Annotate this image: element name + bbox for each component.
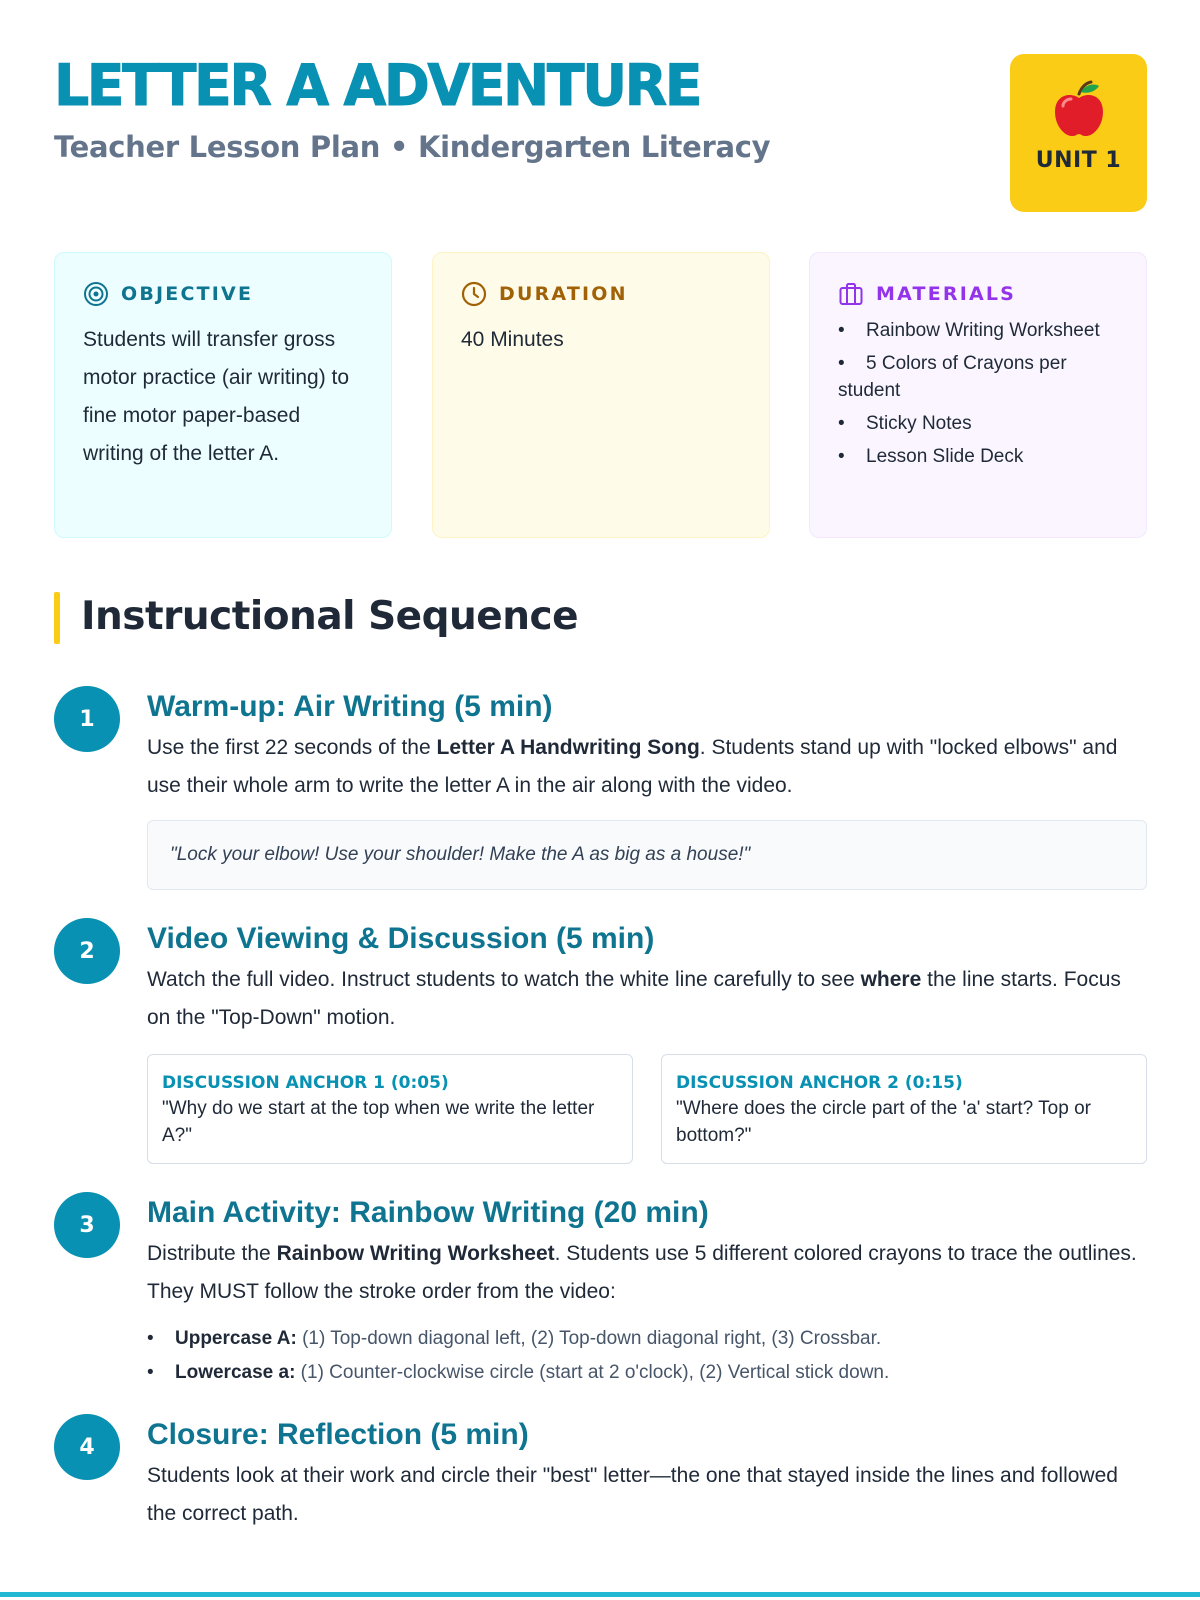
briefcase-icon [838,281,864,307]
step-2-title: Video Viewing & Discussion (5 min) [147,922,655,955]
duration-card-header [461,279,741,309]
discussion-anchor-title: DISCUSSION ANCHOR 1 (0:05) [162,1073,449,1093]
duration-title: DURATION [499,283,628,305]
objective-title: OBJECTIVE [121,283,254,305]
section-accent-bar [54,592,60,644]
step-4-title: Closure: Reflection (5 min) [147,1418,529,1451]
stroke-order-item: • Uppercase A: (1) Top-down diagonal left, (2) Top-down diagonal right, (3) Crossbar. [147,1328,882,1349]
discussion-anchor-1 [147,1054,633,1164]
discussion-anchor-text: "Why do we start at the top when we write the letter A?" [162,1098,595,1146]
step-3-title: Main Activity: Rainbow Writing (20 min) [147,1196,709,1229]
materials-item: • Lesson Slide Deck [838,446,1024,467]
page-subtitle: Teacher Lesson Plan • Kindergarten Literacy [54,130,771,164]
materials-card [809,252,1147,538]
section-title: Instructional Sequence [81,594,579,639]
stroke-order-item: • Lowercase a: (1) Counter-clockwise circle (start at 2 o'clock), (2) Vertical stick down. [147,1362,890,1383]
materials-list [838,317,1118,470]
materials-item: • 5 Colors of Crayons per student [838,353,1067,401]
step-3-body: Distribute the Rainbow Writing Worksheet. Students use 5 different colored crayons to trace the outlines. They MUST follow the stroke order from the video: [147,1242,1137,1303]
materials-item: • Sticky Notes [838,413,972,434]
clock-icon [461,281,487,307]
objective-card [54,252,392,538]
page-title: LETTER A ADVENTURE [54,53,701,119]
step-1-quote: "Lock your elbow! Use your shoulder! Make the A as big as a house!" [147,820,1147,890]
step-4-body: Students look at their work and circle their "best" letter—the one that stayed inside the lines and followed the correct path. [147,1464,1118,1525]
materials-title: MATERIALS [876,283,1017,305]
step-1-body: Use the first 22 seconds of the Letter A Handwriting Song. Students stand up with "locked elbows" and use their whole arm to write the letter A in the air along with the video. [147,736,1118,797]
step-1-title: Warm-up: Air Writing (5 min) [147,690,553,723]
target-icon [83,281,109,307]
discussion-anchor-2 [661,1054,1147,1164]
stroke-order-list [147,1322,1147,1390]
bottom-divider [0,1592,1200,1597]
duration-text: 40 Minutes [461,328,564,351]
objective-card-header [83,279,363,309]
step-2-number: 2 [54,918,120,984]
step-2-body: Watch the full video. Instruct students to watch the white line carefully to see where the line starts. Focus on the "Top-Down" motion. [147,968,1121,1029]
materials-card-header [838,279,1118,309]
discussion-anchor-text: "Where does the circle part of the 'a' start? Top or bottom?" [676,1098,1091,1146]
objective-text: Students will transfer gross motor practice (air writing) to fine motor paper-based writing of the letter A. [83,328,350,465]
materials-item: • Rainbow Writing Worksheet [838,320,1100,341]
apple-icon [1051,80,1107,138]
unit-label: UNIT 1 [1035,148,1122,173]
step-4-number: 4 [54,1414,120,1480]
discussion-anchor-title: DISCUSSION ANCHOR 2 (0:15) [676,1073,963,1093]
step-3-number: 3 [54,1192,120,1258]
unit-badge [1010,54,1147,212]
duration-card [432,252,770,538]
step-1-number: 1 [54,686,120,752]
